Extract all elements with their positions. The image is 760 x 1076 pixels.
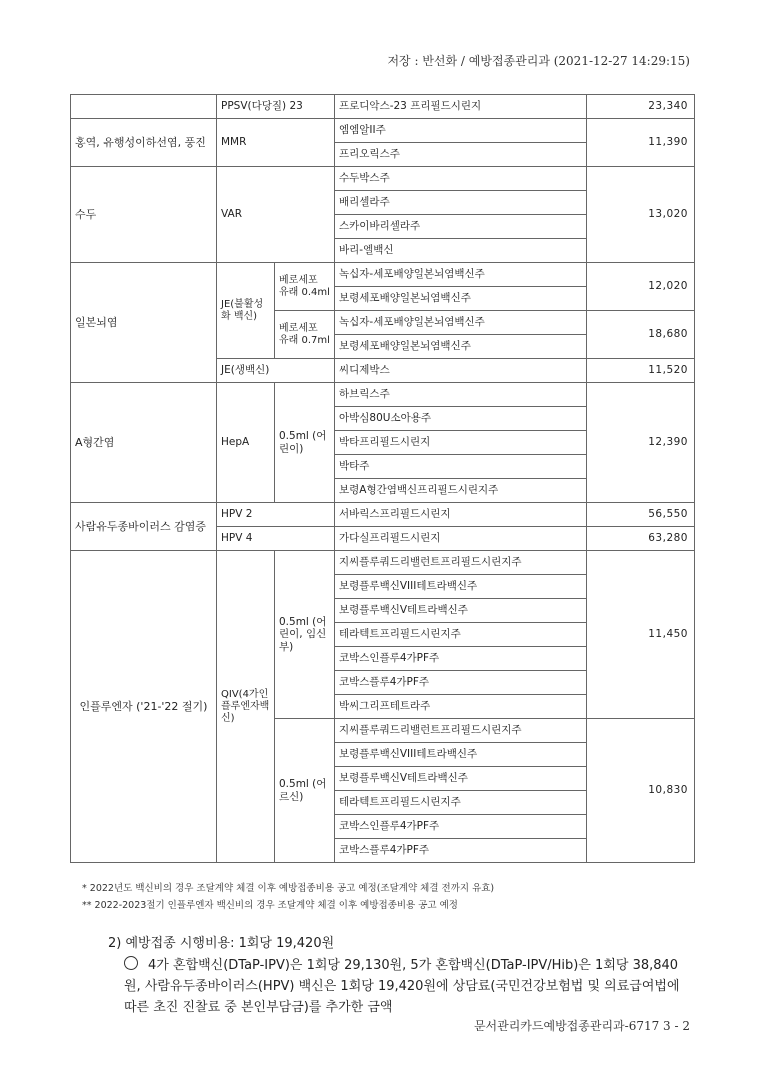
table-row — [71, 551, 695, 575]
vaccine-name: 서바릭스프리필드시린지 — [335, 503, 587, 527]
vaccine-name: 코박스인플루4가PF주 — [335, 647, 587, 671]
disease-name: A형간염 — [71, 383, 217, 503]
vaccine-name: 녹십자-세포배양일본뇌염백신주 — [335, 311, 587, 335]
vaccine-name: 바리-엘백신 — [335, 239, 587, 263]
table-row — [71, 167, 695, 191]
document-header: 저장 : 반선화 / 예방접종관리과 (2021-12-27 14:29:15) — [387, 54, 690, 68]
vaccine-name: 박씨그리프테트라주 — [335, 695, 587, 719]
table-row — [71, 95, 695, 119]
vaccine-name: 보령세포배양일본뇌염백신주 — [335, 335, 587, 359]
vaccine-name: 보령플루백신VIII테트라백신주 — [335, 743, 587, 767]
dose-label: 베로세포 유래 0.4ml — [275, 263, 335, 311]
vaccine-name: 배리셀라주 — [335, 191, 587, 215]
disease-name: 사람유두종바이러스 감염증 — [71, 503, 217, 551]
vaccine-type: MMR — [217, 119, 335, 167]
footnote: * 2022년도 백신비의 경우 조달계약 체결 이후 예방접종비용 공고 예정(조달계약 체결 전까지 유효) — [82, 883, 495, 894]
table-row — [71, 119, 695, 143]
vaccine-type: PPSV(다당질) 23 — [217, 95, 335, 119]
vaccine-name: 테라텍트프리필드시린지주 — [335, 791, 587, 815]
table-row — [71, 383, 695, 407]
document-footer: 문서관리카드예방접종관리과-6717 3 - 2 — [473, 1019, 690, 1033]
vaccine-name: 지씨플루쿼드리밸런트프리필드시린지주 — [335, 719, 587, 743]
vaccine-type: HPV 4 — [217, 527, 335, 551]
dose-label: 0.5ml (어린이, 임신부) — [275, 551, 335, 719]
vaccine-name: 코박스플루4가PF주 — [335, 671, 587, 695]
vaccine-name: 지씨플루쿼드리밸런트프리필드시린지주 — [335, 551, 587, 575]
vaccine-type: QIV(4가인플루엔자백신) — [217, 551, 275, 863]
disease-name: 홍역, 유행성이하선염, 풍진 — [71, 119, 217, 167]
vaccine-name: 엠엠알II주 — [335, 119, 587, 143]
price: 63,280 — [587, 527, 695, 551]
table-row — [71, 263, 695, 287]
vaccine-name: 코박스인플루4가PF주 — [335, 815, 587, 839]
dose-label: 0.5ml (어르신) — [275, 719, 335, 863]
vaccine-type: JE(불활성화 백신) — [217, 263, 275, 359]
vaccine-name: 아박심80U소아용주 — [335, 407, 587, 431]
price: 11,520 — [587, 359, 695, 383]
vaccine-name: 가다실프리필드시린지 — [335, 527, 587, 551]
paragraph-text: 4가 혼합백신(DTaP-IPV)은 1회당 29,130원, 5가 혼합백신(DTaP-IPV/Hib)은 1회당 38,840원, 사람유두종바이러스(HPV) 백신은 1회당 19,420원에 상담료(국민건강보험법 및 의료급여법에 따른 초진 진찰료 중 본인부담금)를 추가한 금액 — [124, 958, 680, 1015]
price: 12,390 — [587, 383, 695, 503]
vaccine-type: JE(생백신) — [217, 359, 335, 383]
vaccine-name: 보령세포배양일본뇌염백신주 — [335, 287, 587, 311]
vaccine-name: 녹십자-세포배양일본뇌염백신주 — [335, 263, 587, 287]
vaccine-name: 보령A형간염백신프리필드시린지주 — [335, 479, 587, 503]
vaccine-name: 보령플루백신V테트라백신주 — [335, 599, 587, 623]
dose-label: 베로세포 유래 0.7ml — [275, 311, 335, 359]
vaccine-name: 테라텍트프리필드시린지주 — [335, 623, 587, 647]
vaccine-name: 수두박스주 — [335, 167, 587, 191]
section-heading: 2) 예방접종 시행비용: 1회당 19,420원 — [108, 936, 335, 951]
vaccine-name: 프로디악스-23 프리필드시린지 — [335, 95, 587, 119]
vaccine-name: 하브릭스주 — [335, 383, 587, 407]
table-row — [71, 503, 695, 527]
vaccine-name: 보령플루백신V테트라백신주 — [335, 767, 587, 791]
vaccine-name: 박타주 — [335, 455, 587, 479]
vaccine-name: 프리오릭스주 — [335, 143, 587, 167]
vaccine-price-table — [70, 94, 695, 863]
price: 12,020 — [587, 263, 695, 311]
disease-name: 일본뇌염 — [71, 263, 217, 383]
paragraph — [124, 955, 694, 1018]
dose-label: 0.5ml (어린이) — [275, 383, 335, 503]
vaccine-type: VAR — [217, 167, 335, 263]
price: 18,680 — [587, 311, 695, 359]
price: 13,020 — [587, 167, 695, 263]
footnote: ** 2022-2023절기 인플루엔자 백신비의 경우 조달계약 체결 이후 예방접종비용 공고 예정 — [82, 900, 458, 911]
vaccine-name: 씨디제박스 — [335, 359, 587, 383]
vaccine-name: 스카이바리셀라주 — [335, 215, 587, 239]
vaccine-type: HepA — [217, 383, 275, 503]
vaccine-name: 보령플루백신VIII테트라백신주 — [335, 575, 587, 599]
circle-bullet-icon — [124, 956, 138, 970]
price: 10,830 — [587, 719, 695, 863]
vaccine-type: HPV 2 — [217, 503, 335, 527]
price: 56,550 — [587, 503, 695, 527]
disease-name: 수두 — [71, 167, 217, 263]
price: 11,450 — [587, 551, 695, 719]
price: 11,390 — [587, 119, 695, 167]
price: 23,340 — [587, 95, 695, 119]
disease-name: 인플루엔자 ('21-'22 절기) — [71, 551, 217, 863]
vaccine-name: 코박스플루4가PF주 — [335, 839, 587, 863]
vaccine-name: 박타프리필드시린지 — [335, 431, 587, 455]
empty-cell — [71, 95, 217, 119]
